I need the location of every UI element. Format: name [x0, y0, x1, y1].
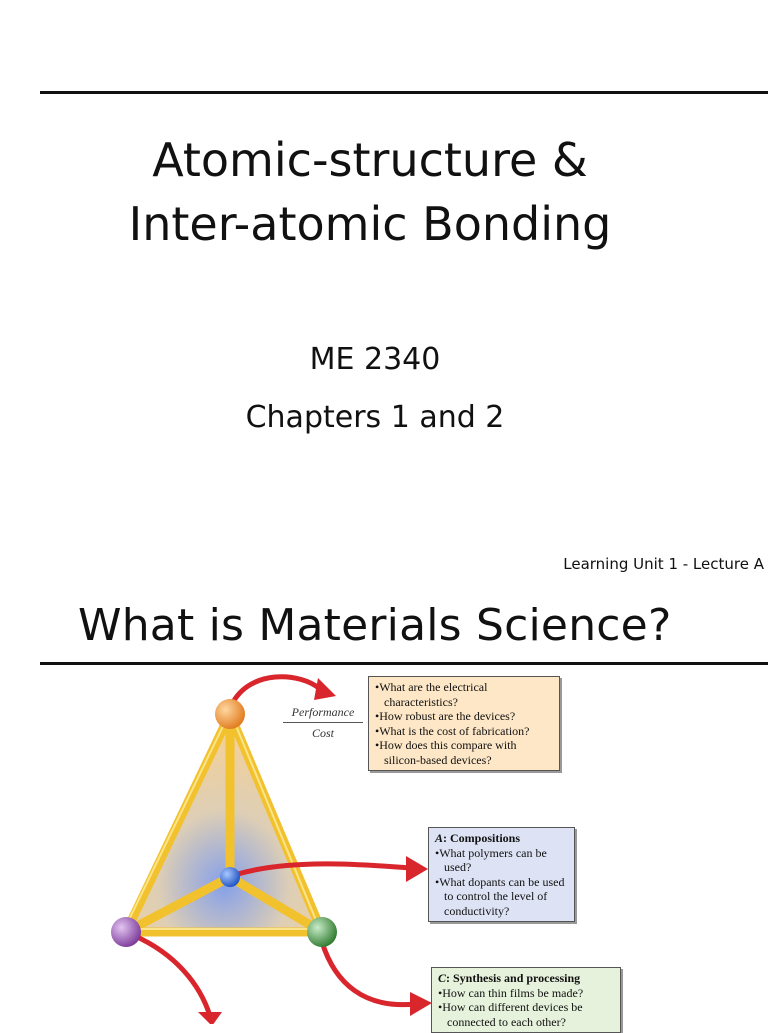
synthesis-box — [431, 967, 621, 1033]
performance-cost-ratio — [283, 705, 363, 741]
vertex-synthesis — [307, 917, 337, 947]
list-item: • What are the electrical characteristics? — [375, 680, 553, 709]
slide-title — [0, 128, 740, 256]
slide-2-title: What is Materials Science? — [78, 600, 672, 651]
list-item: • What dopants can be used to control the level of conductivity? — [435, 875, 568, 919]
vertex-structure — [111, 917, 141, 947]
title-line-1: Atomic-structure & — [152, 133, 588, 187]
list-item: • What is the cost of fabrication? — [375, 724, 553, 739]
cost-questions-box — [368, 676, 560, 771]
top-divider — [40, 91, 768, 94]
title-line-2: Inter-atomic Bonding — [128, 197, 612, 251]
compositions-box — [428, 827, 575, 922]
arrow-to-structure — [135, 936, 210, 1016]
list-item: • How can different devices be connected to each other? — [438, 1000, 614, 1029]
chapters-label: Chapters 1 and 2 — [245, 400, 505, 435]
materials-tetrahedron-diagram — [0, 664, 768, 1029]
arrow-to-synthesis — [322, 942, 415, 1005]
arrow-to-cost — [232, 677, 320, 704]
list-item: • How robust are the devices? — [375, 709, 553, 724]
vertex-performance — [215, 699, 245, 729]
compositions-heading: A: Compositions — [435, 831, 521, 845]
list-item: • What polymers can be used? — [435, 846, 568, 875]
list-item: • How can thin films be made? — [438, 986, 614, 1001]
tetrahedron-face — [126, 714, 322, 932]
course-code: ME 2340 — [309, 342, 441, 377]
synthesis-heading: C: Synthesis and processing — [438, 971, 581, 985]
cost-label: Cost — [311, 726, 334, 740]
performance-label: Performance — [283, 705, 363, 723]
list-item: • How does this compare with silicon-based devices? — [375, 738, 553, 767]
vertex-composition — [220, 867, 240, 887]
learning-unit-label: Learning Unit 1 - Lecture A — [563, 555, 764, 573]
